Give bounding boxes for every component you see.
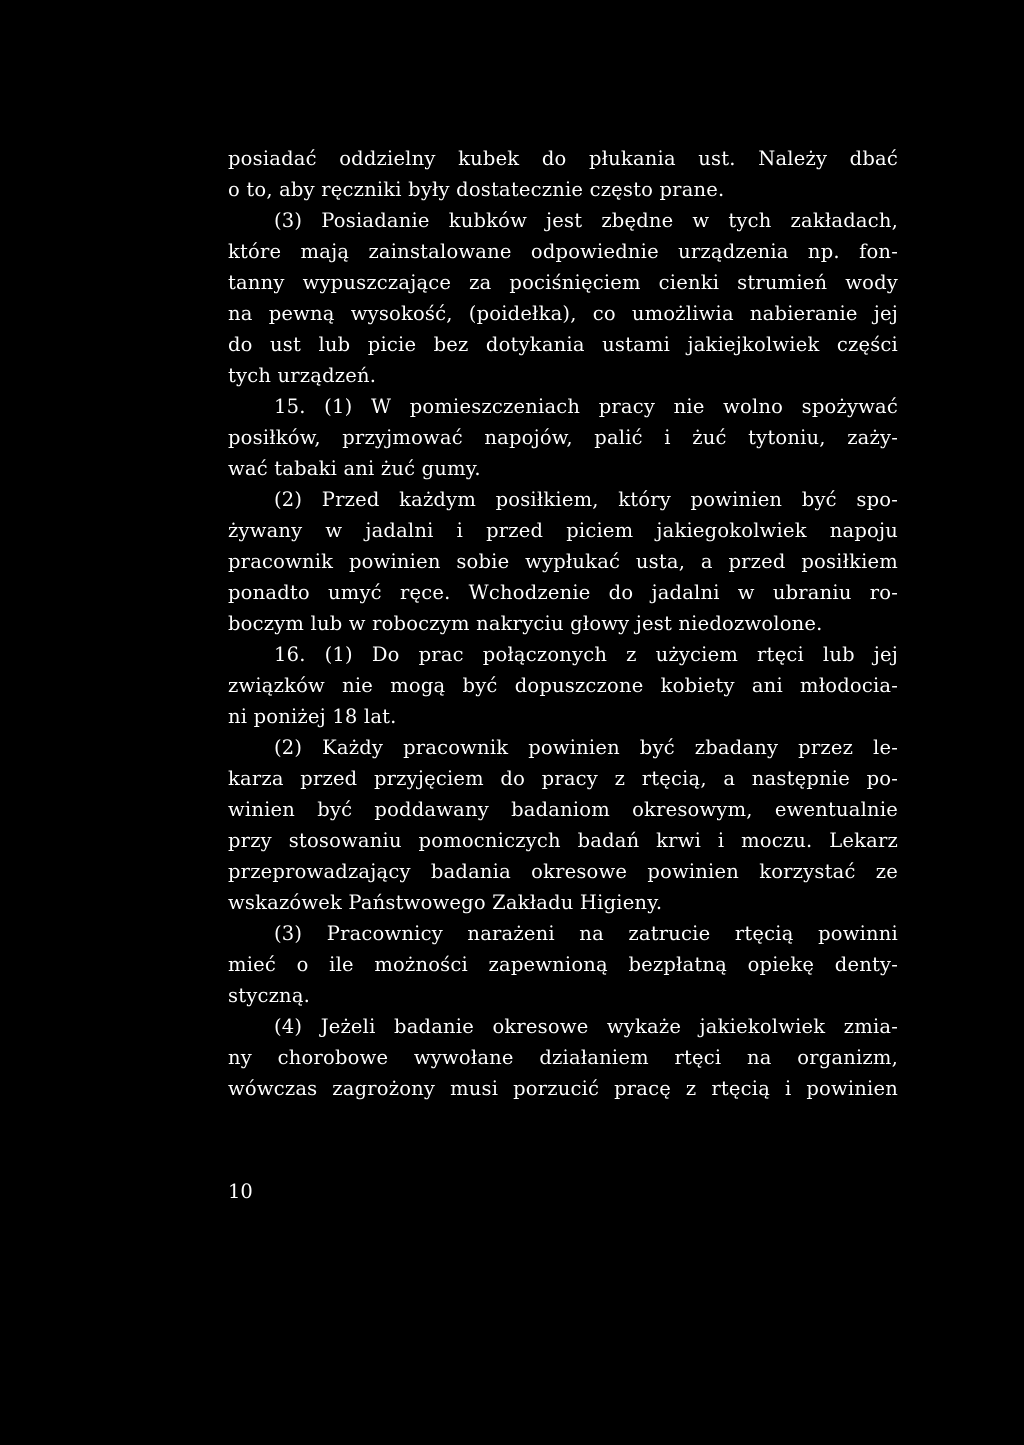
text-line: 15. (1) W pomieszczeniach pracy nie wolno spożywać <box>274 395 898 418</box>
text-line: boczym lub w roboczym nakryciu głowy jest niedozwolone. <box>228 612 823 635</box>
text-line: tanny wypuszczające za pociśnięciem cienki strumień wody <box>228 271 898 294</box>
text-line: związków nie mogą być dopuszczone kobiety ani młodocia- <box>228 674 898 697</box>
text-line: ni poniżej 18 lat. <box>228 705 397 728</box>
text-line: posiadać oddzielny kubek do płukania ust. Należy dbać <box>228 147 898 170</box>
text-line: ponadto umyć ręce. Wchodzenie do jadalni w ubraniu ro- <box>228 581 898 604</box>
text-line: wówczas zagrożony musi porzucić pracę z rtęcią i powinien <box>228 1077 898 1100</box>
page-number: 10 <box>228 1180 253 1203</box>
text-line: (2) Przed każdym posiłkiem, który powinien być spo- <box>274 488 898 511</box>
text-line: ny chorobowe wywołane działaniem rtęci na organizm, <box>228 1046 898 1069</box>
text-line: przy stosowaniu pomocniczych badań krwi i moczu. Lekarz <box>228 829 898 852</box>
text-line: do ust lub picie bez dotykania ustami jakiejkolwiek części <box>228 333 898 356</box>
text-line: styczną. <box>228 984 311 1007</box>
text-line: karza przed przyjęciem do pracy z rtęcią, a następnie po- <box>228 767 898 790</box>
text-line: 16. (1) Do prac połączonych z użyciem rtęci lub jej <box>274 643 898 666</box>
text-line: żywany w jadalni i przed piciem jakiegokolwiek napoju <box>228 519 898 542</box>
text-line: (2) Każdy pracownik powinien być zbadany przez le- <box>274 736 898 759</box>
text-line: o to, aby ręczniki były dostatecznie często prane. <box>228 178 725 201</box>
text-line: (3) Posiadanie kubków jest zbędne w tych zakładach, <box>274 209 898 232</box>
text-line: pracownik powinien sobie wypłukać usta, a przed posiłkiem <box>228 550 898 573</box>
text-line: (3) Pracownicy narażeni na zatrucie rtęcią powinni <box>274 922 898 945</box>
text-line: winien być poddawany badaniom okresowym, ewentualnie <box>228 798 898 821</box>
text-line: wskazówek Państwowego Zakładu Higieny. <box>228 891 663 914</box>
text-line: tych urządzeń. <box>228 364 377 387</box>
text-line: wać tabaki ani żuć gumy. <box>228 457 481 480</box>
text-line: mieć o ile możności zapewnioną bezpłatną opiekę denty- <box>228 953 898 976</box>
text-line: przeprowadzający badania okresowe powinien korzystać ze <box>228 860 898 883</box>
text-line: posiłków, przyjmować napojów, palić i żuć tytoniu, zaży- <box>228 426 898 449</box>
text-line: które mają zainstalowane odpowiednie urządzenia np. fon- <box>228 240 898 263</box>
text-line: na pewną wysokość, (poidełka), co umożliwia nabieranie jej <box>228 302 898 325</box>
body-text <box>228 143 898 1104</box>
text-line: (4) Jeżeli badanie okresowe wykaże jakiekolwiek zmia- <box>274 1015 898 1038</box>
